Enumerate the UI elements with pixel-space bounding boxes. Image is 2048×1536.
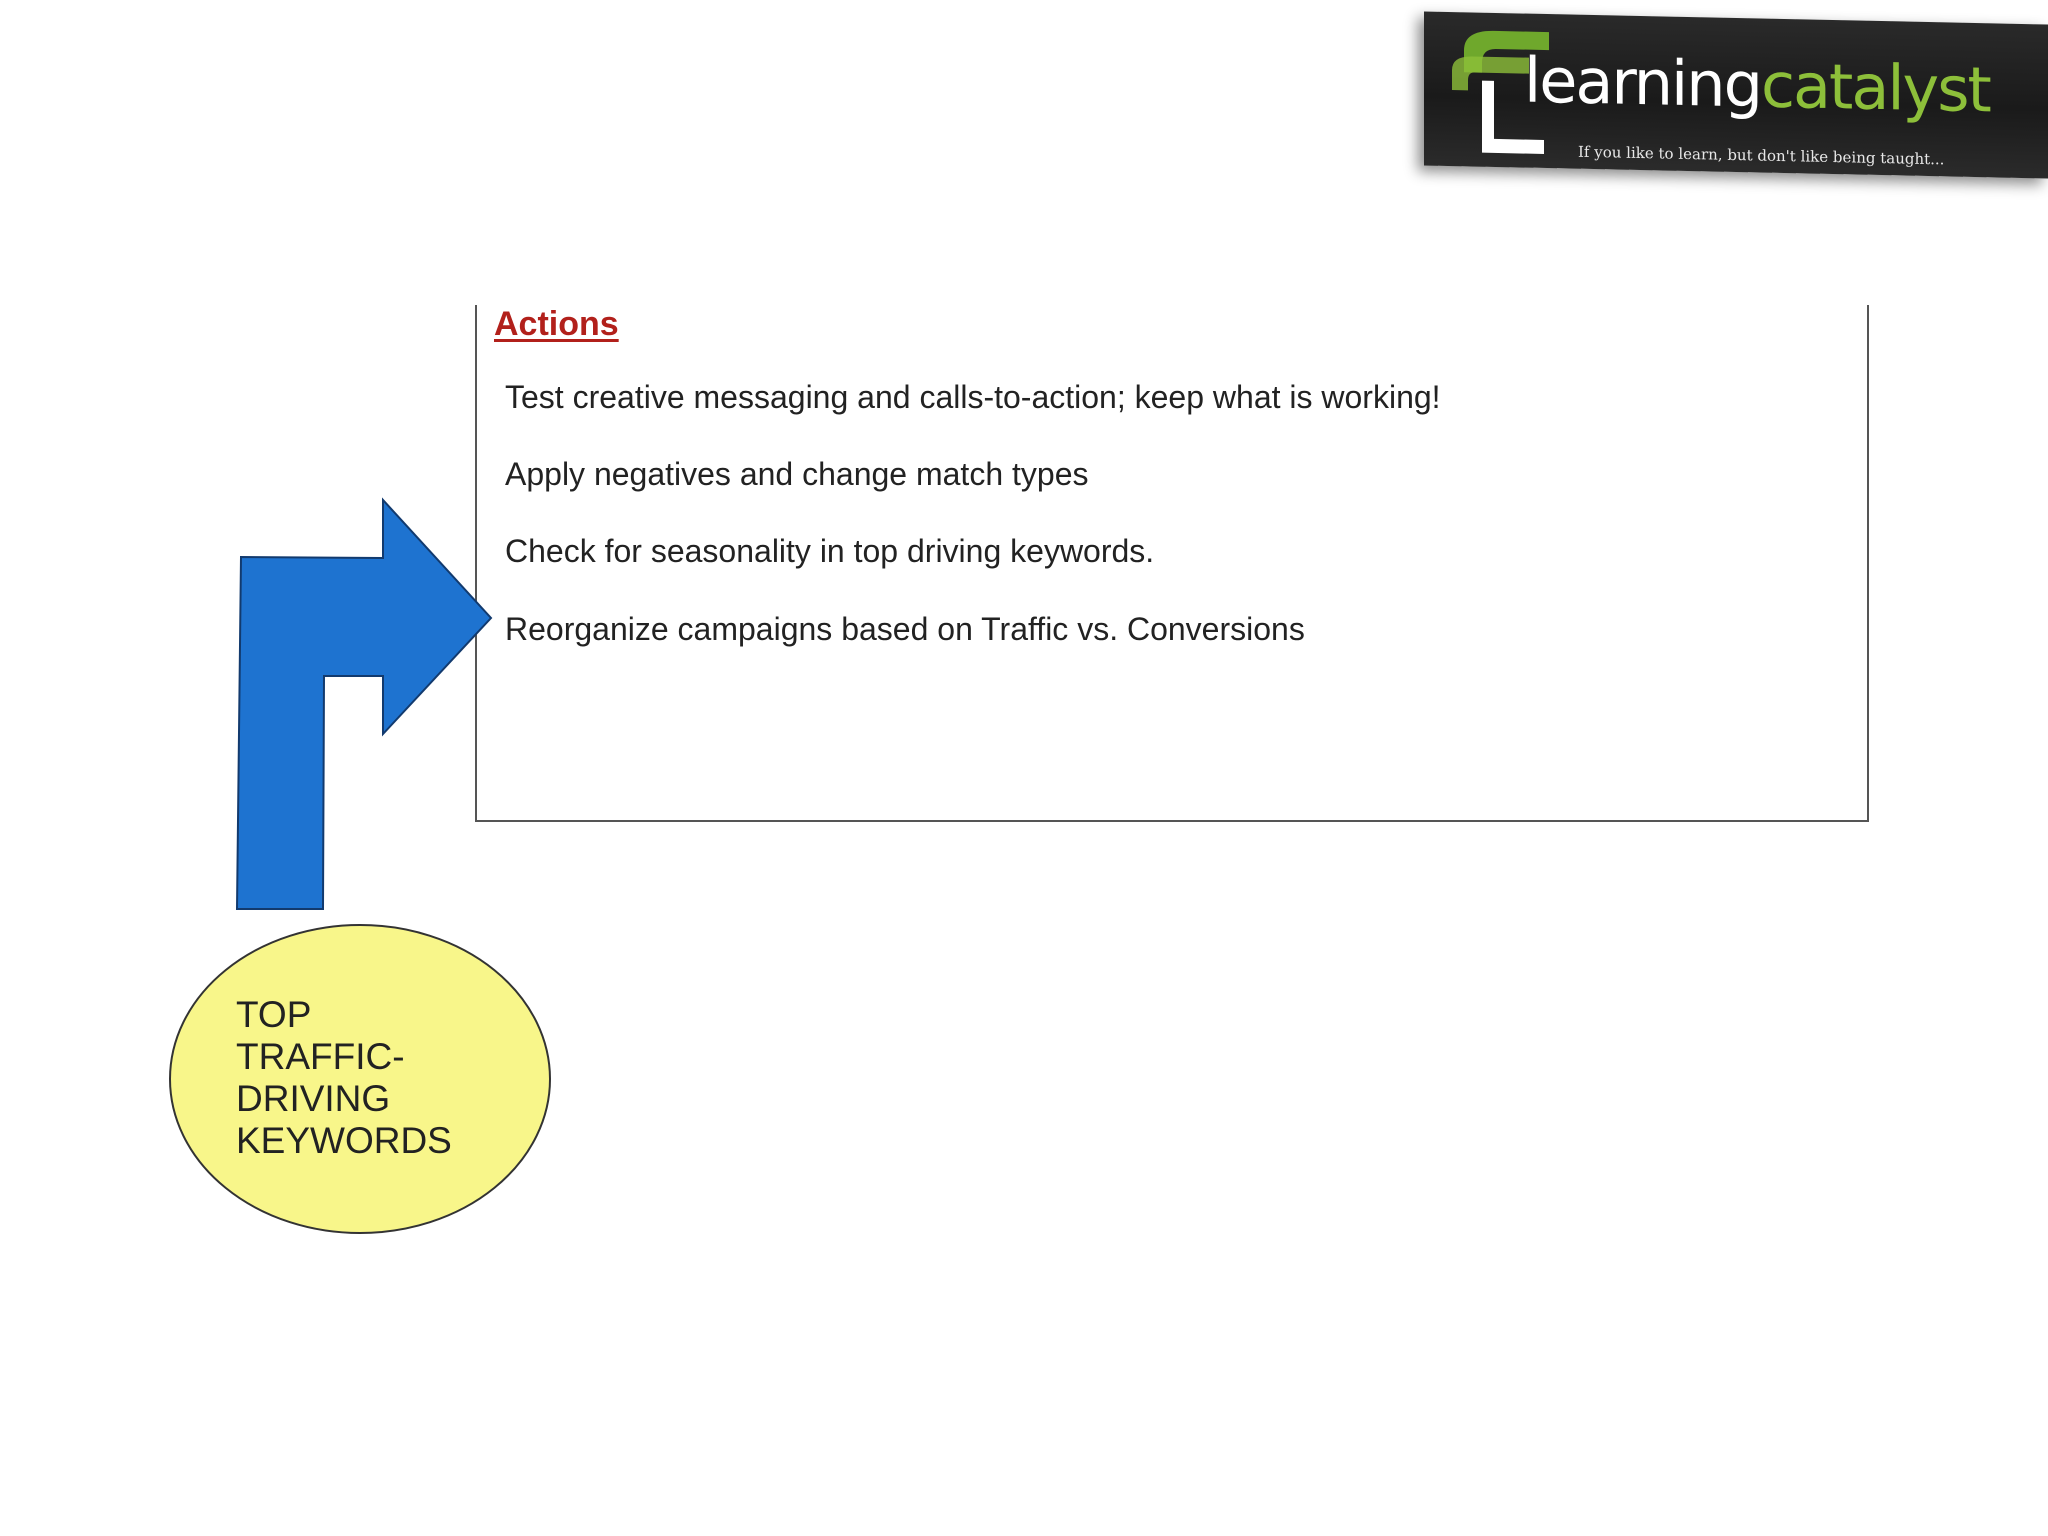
action-item: Reorganize campaigns based on Traffic vs. Conversions — [505, 611, 1305, 647]
ellipse-label — [236, 994, 496, 1162]
ellipse-label-line: DRIVING — [236, 1078, 391, 1119]
ellipse-label-line: KEYWORDS — [236, 1120, 452, 1161]
ellipse-label-line: TRAFFIC- — [236, 1036, 405, 1077]
action-item: Test creative messaging and calls-to-action; keep what is working! — [505, 379, 1441, 415]
actions-title: Actions — [494, 305, 619, 343]
action-item: Check for seasonality in top driving keywords. — [505, 533, 1155, 569]
logo-word-learning: learning — [1524, 43, 1761, 122]
logo-tagline: If you like to learn, but don't like being taught... — [1578, 142, 1945, 169]
logo-word-catalyst: catalyst — [1760, 48, 1990, 127]
bent-arrow-icon — [237, 500, 491, 909]
ellipse-label-line: TOP — [236, 994, 312, 1035]
action-item: Apply negatives and change match types — [505, 456, 1089, 492]
